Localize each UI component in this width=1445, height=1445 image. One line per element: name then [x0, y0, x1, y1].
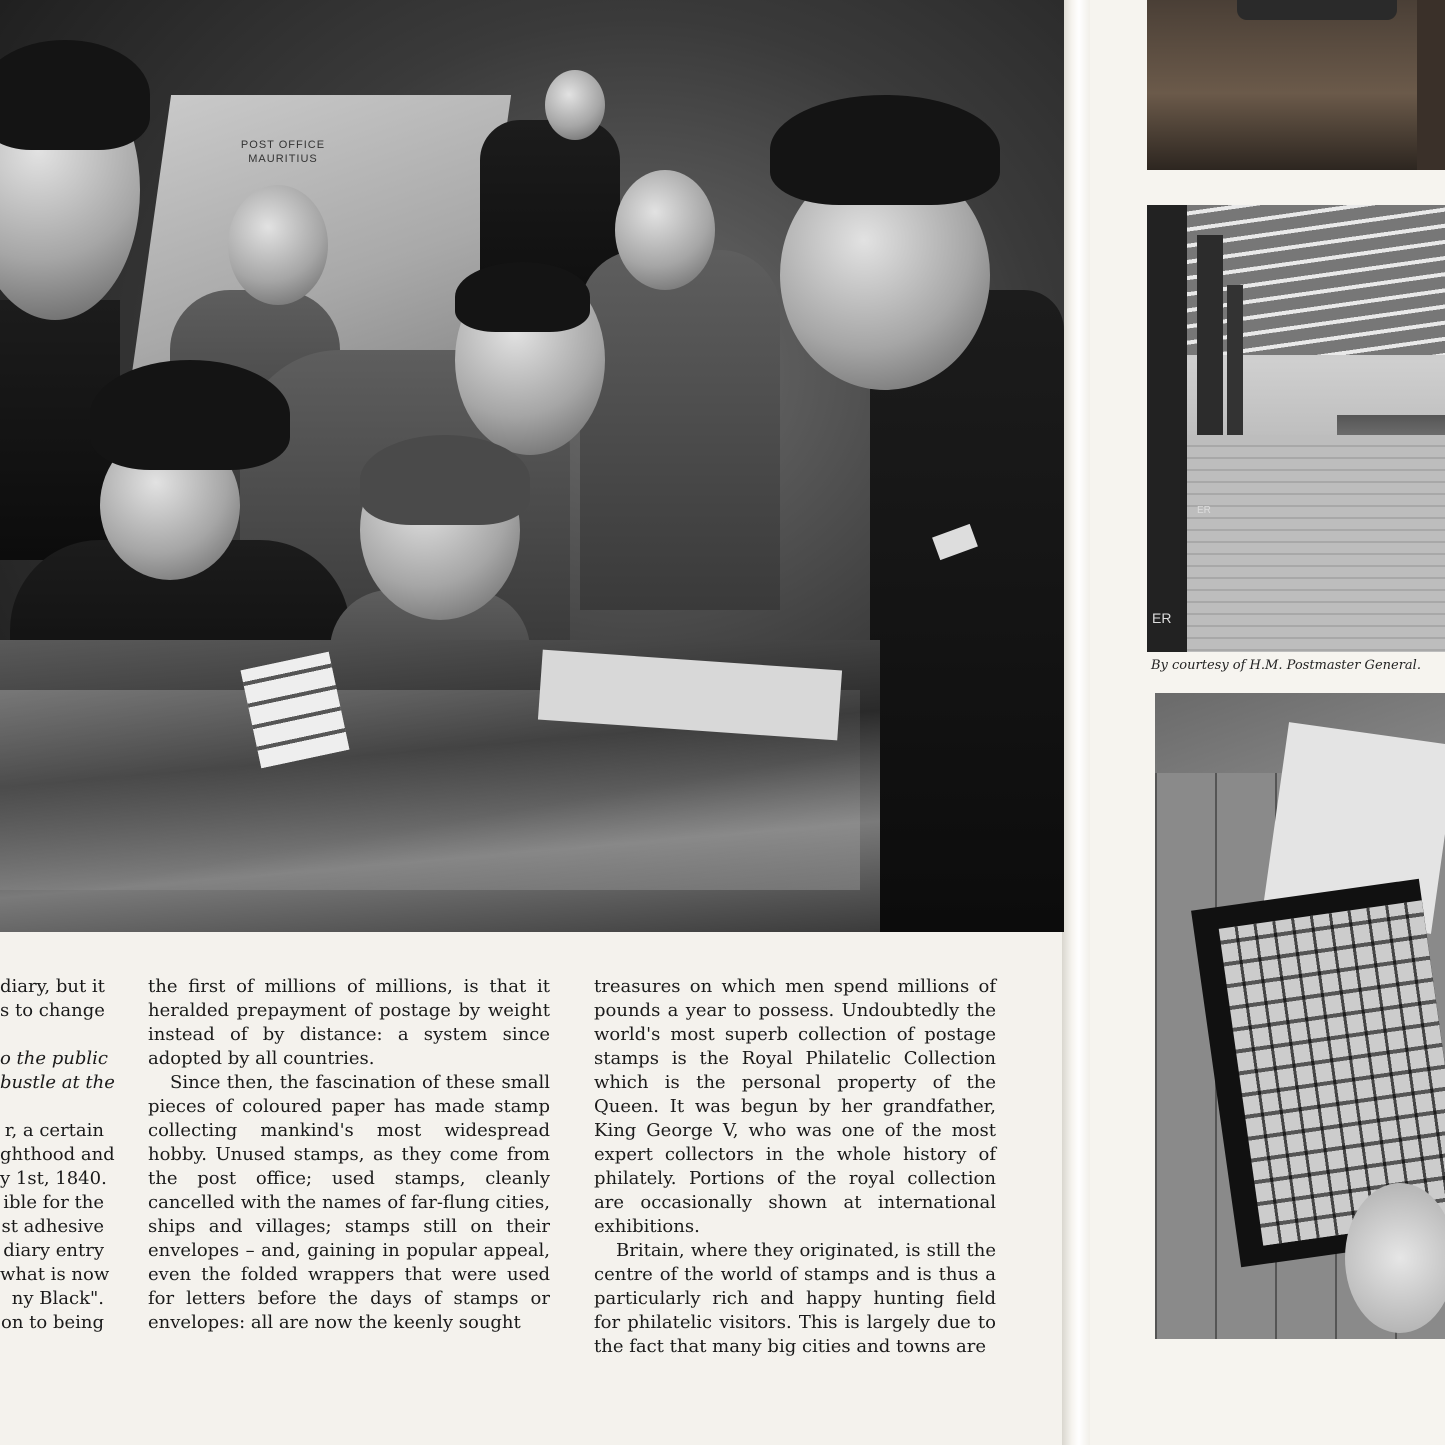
hand — [1345, 1183, 1445, 1333]
text-line: y 1st, 1840. — [0, 1168, 107, 1189]
pillar — [1147, 205, 1187, 652]
figure-hair — [455, 262, 590, 332]
text-column-2 — [148, 975, 550, 1335]
figure-hair — [770, 95, 1000, 205]
paragraph: treasures on which men spend millions of pounds a year to possess. Undoubtedly the world's most superb collection of postage stamps is the Royal Philatelic Collection which is the personal property of the Queen. It was begun by her grandfather, King George V, who was one of the most expert collectors in the whole history of philately. Portions of the royal collection are occasionally shown at international exhibitions. — [594, 976, 996, 1237]
text-column-3 — [594, 975, 996, 1359]
paragraph: Since then, the fascination of these small pieces of coloured paper has made stamp collecting mankind's most widespread hobby. Unused stamps, as they come from the post office; used stamps, cleanly cancelled with the names of far-flung cities, ships and villages; stamps still on their envelopes – and, gaining in popular appeal, even the folded wrappers that were used for letters before the days of stamps or envelopes: all are now the keenly sought — [148, 1072, 550, 1333]
text-line — [0, 1023, 104, 1047]
figure-hair — [0, 40, 150, 150]
text-line: bustle at the — [0, 1072, 115, 1093]
ceiling — [1147, 205, 1445, 355]
figure-head — [228, 185, 328, 305]
text-line: s to change — [0, 1000, 105, 1021]
text-column-1 — [0, 975, 115, 1335]
cap — [90, 360, 290, 470]
paragraph: the first of millions of millions, is that it heralded prepayment of postage by weight instead of by distance: a system since adopted by all countries. — [148, 976, 550, 1069]
top-right-photo — [1147, 0, 1445, 170]
paragraph: Britain, where they originated, is still the centre of the world of stamps and is thus a particularly rich and happy hunting field for philatelic visitors. This is largely due to the fact that many big cities and towns are — [594, 1240, 996, 1357]
text-line: r, a certain — [4, 1120, 104, 1141]
stamp-sheet-photo — [1155, 693, 1445, 1339]
text-line: on to being — [1, 1312, 104, 1333]
display-case — [1237, 0, 1397, 20]
exhibition-photo — [0, 0, 1064, 932]
figure-hair — [360, 435, 530, 525]
wood-panel — [1417, 0, 1445, 170]
text-line: ny Black". — [11, 1288, 104, 1309]
text-line: what is now — [0, 1264, 110, 1285]
sign: ER — [1152, 610, 1172, 626]
booth-sign: POST OFFICE MAURITIUS — [240, 139, 326, 165]
figure-head — [545, 70, 605, 140]
post-office-hall-photo — [1147, 205, 1445, 652]
figure-suit — [580, 250, 780, 610]
text-line: st adhesive — [1, 1216, 104, 1237]
floor — [1187, 435, 1445, 652]
page-gutter — [1062, 0, 1090, 1445]
text-line: ghthood and — [0, 1144, 115, 1165]
text-line: o the public — [0, 1048, 108, 1069]
figure-head — [615, 170, 715, 290]
text-line — [0, 1095, 104, 1119]
photo-caption: By courtesy of H.M. Postmaster General. — [1151, 658, 1421, 673]
sign: ER — [1197, 505, 1211, 516]
text-line: ible for the — [3, 1192, 104, 1213]
text-line: diary entry — [3, 1240, 104, 1261]
text-line: diary, but it — [0, 976, 105, 997]
